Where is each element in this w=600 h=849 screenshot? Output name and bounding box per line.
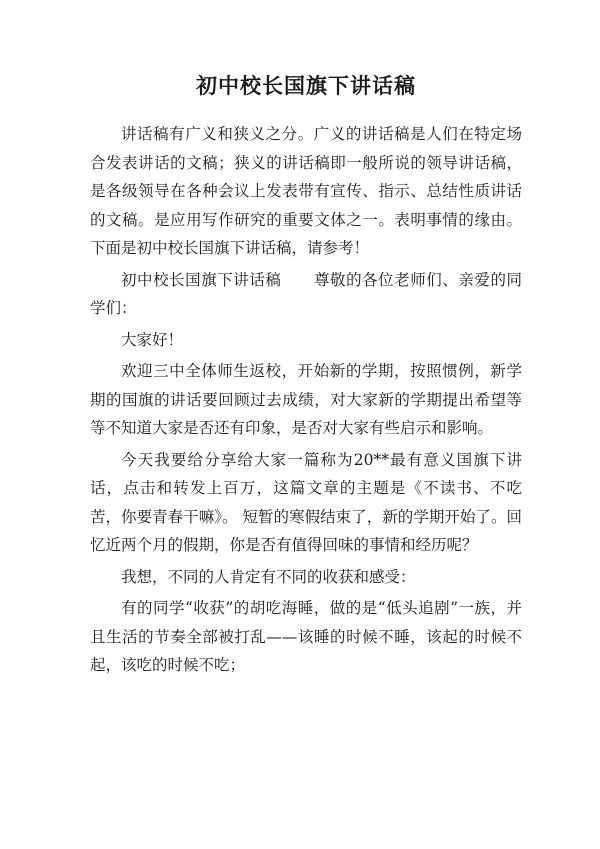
speech-subtitle: 初中校长国旗下讲话稿 [121, 270, 282, 289]
salutation: 尊敬的各位老师们、亲爱的同学们： [90, 270, 522, 317]
document-title: 初中校长国旗下讲话稿 [196, 73, 416, 98]
salutation-paragraph [90, 266, 522, 323]
body-paragraph: 我想，不同的人肯定有不同的收获和感受： [121, 567, 416, 586]
greeting-paragraph: 大家好！ [121, 330, 184, 349]
body-paragraph: 今天我要给分享给大家一篇称为20**最有意义国旗下讲话，点击和转发上百万，这篇文章的主题是《不读书、不吃苦，你要青春干嘛》。 短暂的寒假结束了，新的学期开始了。回忆近两个月的假期，你是否有值得回味的事情和经历呢？ [90, 450, 522, 554]
body-paragraph: 有的同学“收获”的胡吃海睡，做的是“低头追剧”一族，并且生活的节奏全部被打乱——该睡的时候不睡，该起的时候不起，该吃的时候不吃； [90, 599, 522, 674]
body-paragraph: 欢迎三中全体师生返校，开始新的学期，按照惯例，新学期的国旗的讲话要回顾过去成绩，对大家新的学期提出希望等等不知道大家是否还有印象，是否对大家有些启示和影响。 [90, 362, 522, 437]
intro-paragraph: 讲话稿有广义和狭义之分。广义的讲话稿是人们在特定场合发表讲话的文稿；狭义的讲话稿即一般所说的领导讲话稿，是各级领导在各种会议上发表带有宣传、指示、总结性质讲话的文稿。是应用写作研究的重要文体之一。表明事情的缘由。下面是初中校长国旗下讲话稿，请参考！ [90, 125, 522, 257]
